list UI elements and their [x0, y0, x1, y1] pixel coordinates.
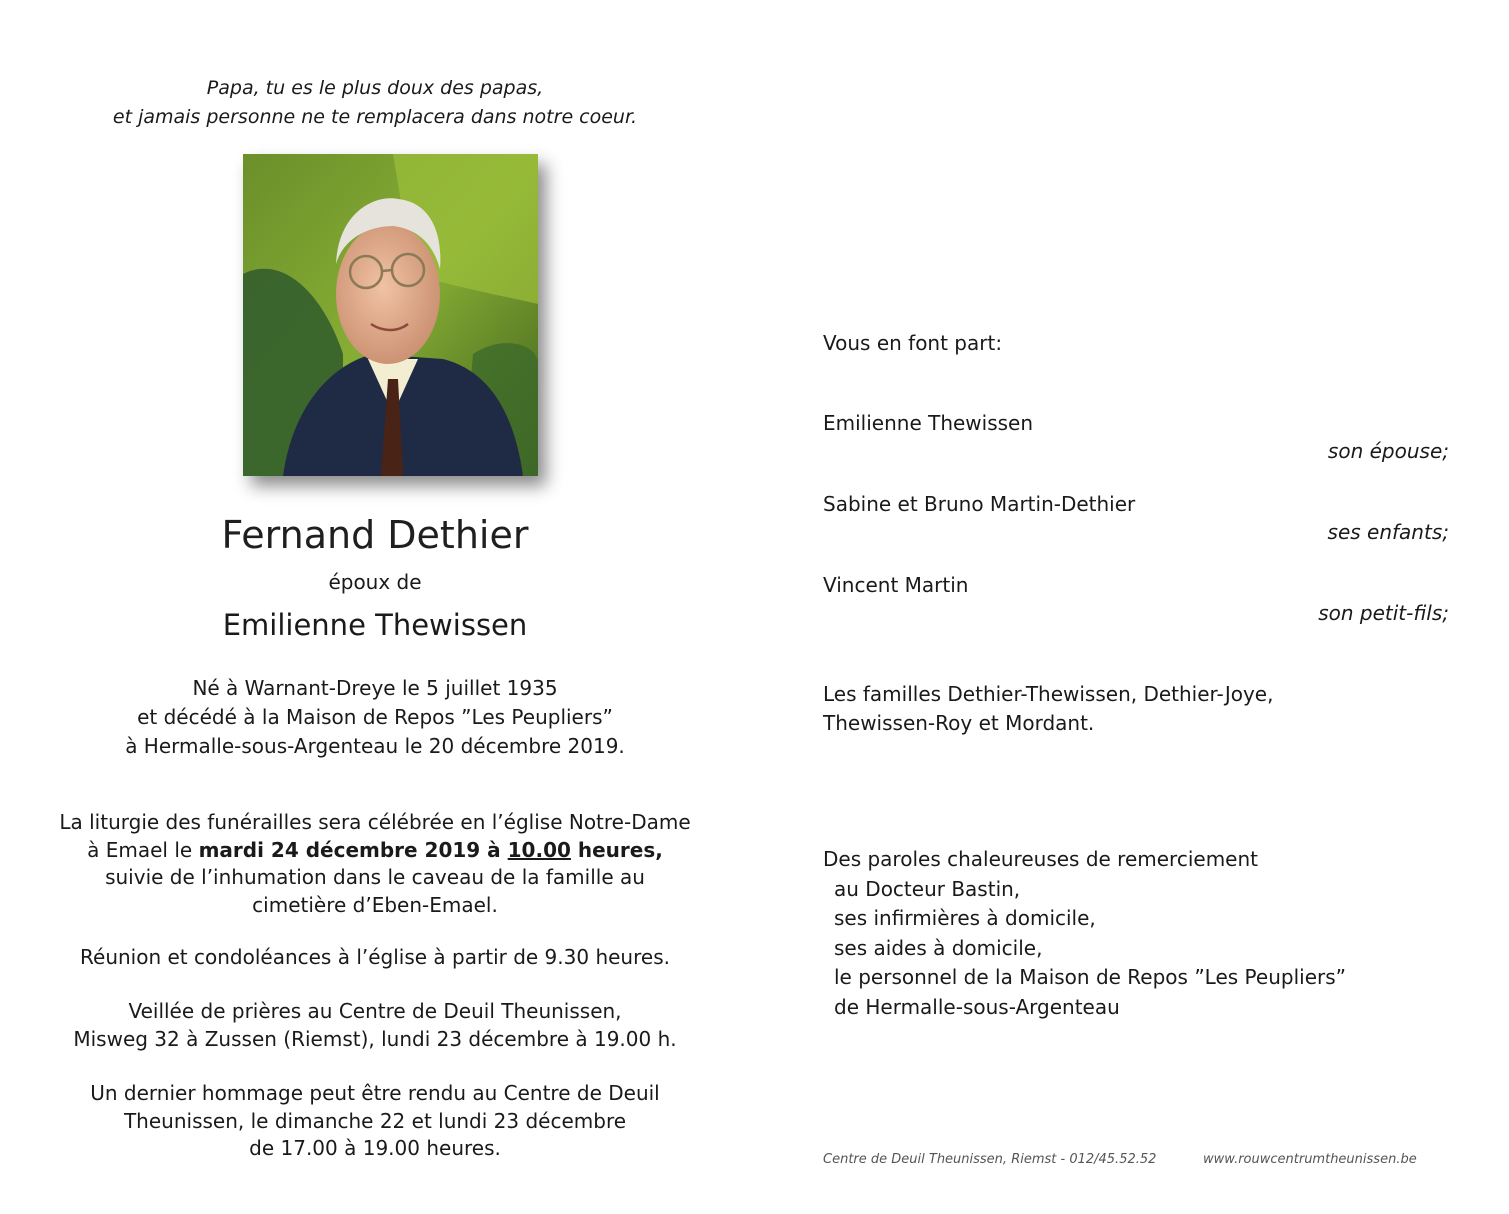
vigil-line: Misweg 32 à Zussen (Riemst), lundi 23 décembre à 19.00 h. [73, 1026, 677, 1051]
deceased-name: Fernand Dethier [221, 513, 529, 557]
funeral-date [199, 838, 663, 862]
life-dates-line: et décédé à la Maison de Repos ”Les Peupliers” [137, 705, 613, 729]
life-dates-line: Né à Warnant-Dreye le 5 juillet 1935 [192, 676, 558, 700]
right-column [823, 0, 1453, 1214]
epitaph-line: Papa, tu es le plus doux des papas, [206, 77, 544, 99]
funeral-time: 10.00 [507, 837, 571, 862]
funeral-details [40, 809, 710, 919]
spouse-name: Emilienne Thewissen [222, 608, 528, 642]
funeral-line [40, 837, 710, 865]
life-dates [40, 674, 710, 761]
thanks-line: au Docteur Bastin, [834, 876, 1021, 901]
funeral-line: cimetière d’Eben-Emael. [252, 892, 498, 917]
thanks-line: Des paroles chaleureuses de remerciement [823, 847, 1258, 871]
portrait-photo [243, 154, 538, 476]
left-column [40, 0, 710, 1214]
tribute-info [40, 1080, 710, 1163]
funeral-date-text: mardi 24 décembre 2019 à [198, 837, 508, 862]
relative-name: Emilienne Thewissen [823, 411, 1034, 435]
funeral-line: La liturgie des funérailles sera célébrée en l’église Notre-Dame [59, 810, 691, 834]
families-list [823, 680, 1273, 738]
thanks-message [823, 845, 1346, 1022]
thanks-line: ses infirmières à domicile, [834, 906, 1096, 930]
tribute-line: Theunissen, le dimanche 22 et lundi 23 décembre [123, 1108, 627, 1133]
announcement-intro: Vous en font part: [823, 331, 1003, 355]
footer-website: www.rouwcentrumtheunissen.be [1203, 1152, 1417, 1167]
vigil-line: Veillée de prières au Centre de Deuil Theunissen, [128, 999, 622, 1023]
tribute-line: Un dernier hommage peut être rendu au Centre de Deuil [90, 1081, 660, 1105]
vigil-info [40, 998, 710, 1053]
funeral-time-suffix: heures, [570, 837, 663, 862]
relative-role: ses enfants; [1327, 520, 1449, 544]
epitaph-line: et jamais personne ne te remplacera dans notre coeur. [112, 106, 638, 128]
tribute-line: de 17.00 à 19.00 heures. [249, 1136, 501, 1160]
families-line: Thewissen-Roy et Mordant. [823, 711, 1095, 735]
relative-name: Sabine et Bruno Martin-Dethier [823, 492, 1136, 516]
thanks-line: de Hermalle-sous-Argenteau [834, 994, 1120, 1019]
funeral-date-prefix: à Emael le [87, 837, 199, 862]
life-dates-line: à Hermalle-sous-Argenteau le 20 décembre 2019. [125, 734, 625, 758]
families-line: Les familles Dethier-Thewissen, Dethier-Joye, [823, 682, 1274, 706]
relative-role: son petit-fils; [1318, 601, 1449, 625]
relative-role: son épouse; [1327, 439, 1449, 463]
epitaph [40, 74, 710, 132]
spouse-label: époux de [328, 570, 422, 594]
reunion-info: Réunion et condoléances à l’église à partir de 9.30 heures. [80, 945, 670, 969]
funeral-line: suivie de l’inhumation dans le caveau de la famille au [105, 865, 645, 889]
relative-name: Vincent Martin [823, 573, 969, 597]
thanks-line: ses aides à domicile, [834, 935, 1043, 960]
thanks-line: le personnel de la Maison de Repos ”Les Peupliers” [834, 965, 1347, 989]
footer-contact: Centre de Deuil Theunissen, Riemst - 012/45.52.52 [823, 1152, 1157, 1167]
